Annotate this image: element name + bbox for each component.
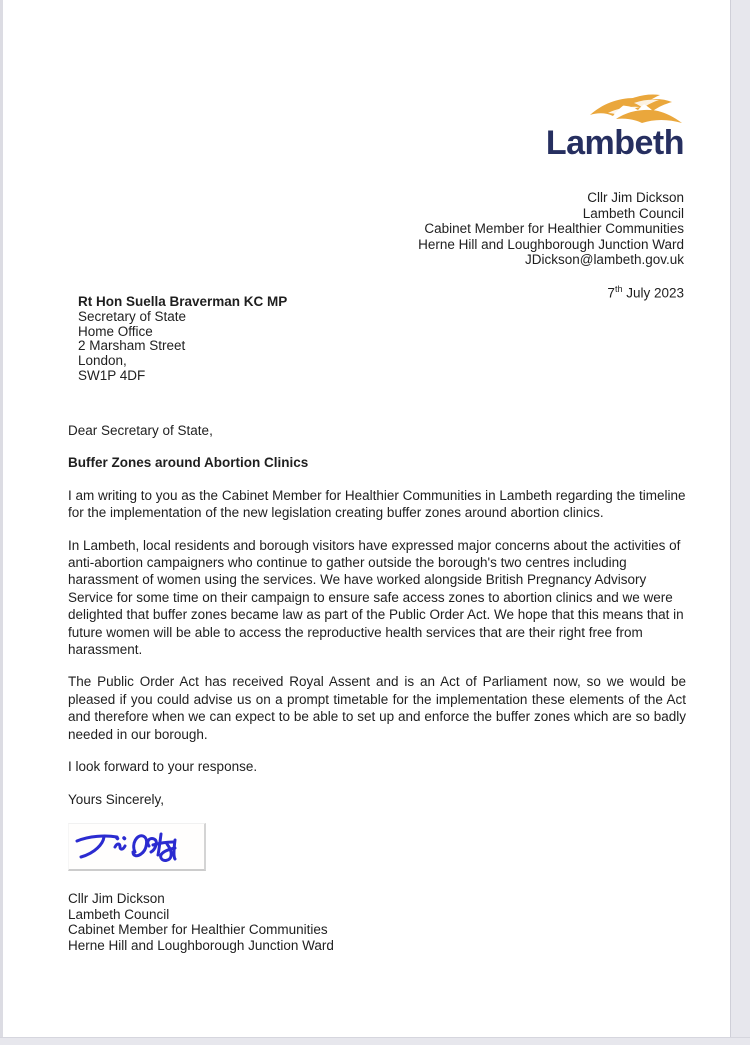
signoff-ward: Herne Hill and Loughborough Junction Ward	[68, 937, 334, 953]
recipient-city: London,	[78, 353, 127, 369]
lambeth-logo	[529, 92, 684, 160]
letter-date	[607, 284, 684, 301]
date-ordinal: th	[614, 284, 623, 294]
signature-image	[68, 823, 206, 871]
recipient-name: Rt Hon Suella Braverman KC MP	[78, 294, 288, 309]
sender-name: Cllr Jim Dickson	[587, 190, 684, 205]
sender-ward: Herne Hill and Loughborough Junction Ward	[418, 236, 684, 252]
signoff-block	[68, 891, 686, 953]
signoff-org: Lambeth Council	[68, 906, 170, 922]
letter-body	[68, 422, 686, 953]
paragraph-1: I am writing to you as the Cabinet Member for Healthier Communities in Lambeth regarding the timeline for the implementation of the new legislation creating buffer zones around abortion clinics.	[68, 487, 686, 521]
date-month-year: July 2023	[622, 285, 684, 301]
sender-org: Lambeth Council	[582, 205, 684, 221]
page-bottom-edge	[0, 1037, 750, 1045]
salutation: Dear Secretary of State,	[68, 423, 213, 438]
page-left-edge	[0, 0, 3, 1045]
recipient-address-block	[78, 295, 287, 384]
date-day: 7	[607, 285, 615, 301]
signature-ink-icon	[71, 826, 201, 866]
subject-line: Buffer Zones around Abortion Clinics	[68, 455, 309, 471]
lambeth-logo-wordmark: Lambeth	[545, 124, 684, 162]
signoff-role: Cabinet Member for Healthier Communities	[68, 922, 328, 938]
sender-email: JDickson@lambeth.gov.uk	[524, 252, 684, 268]
sender-address-block	[418, 190, 684, 268]
recipient-title: Secretary of State	[78, 308, 187, 324]
closing-line: I look forward to your response.	[68, 759, 258, 775]
recipient-postcode: SW1P 4DF	[78, 367, 146, 383]
sender-role: Cabinet Member for Healthier Communities	[424, 221, 684, 237]
paragraph-3: The Public Order Act has received Royal Assent and is an Act of Parliament now, so we would be pleased if you could advise us on a prompt timetable for the implementation these elements of the Act and therefore when we can expect to be able to set up and enforce the buffer zones which are so badly needed in our borough.	[68, 674, 686, 742]
recipient-dept: Home Office	[78, 323, 153, 339]
recipient-street: 2 Marsham Street	[78, 338, 186, 354]
valediction: Yours Sincerely,	[68, 791, 165, 807]
page-right-edge	[730, 0, 750, 1045]
signoff-name: Cllr Jim Dickson	[68, 890, 165, 906]
paragraph-2: In Lambeth, local residents and borough visitors have expressed major concerns about the activities of anti-abortion campaigners who continue to gather outside the borough's two centres including harassment of women using the services. We have worked alongside British Pregnancy Advisory Service for some time on their campaign to ensure safe access zones to abortion clinics and we were delighted that buffer zones became law as part of the Public Order Act. We hope that this means that in future women will be able to access the reproductive health services that are their right free from harassment.	[68, 537, 684, 658]
